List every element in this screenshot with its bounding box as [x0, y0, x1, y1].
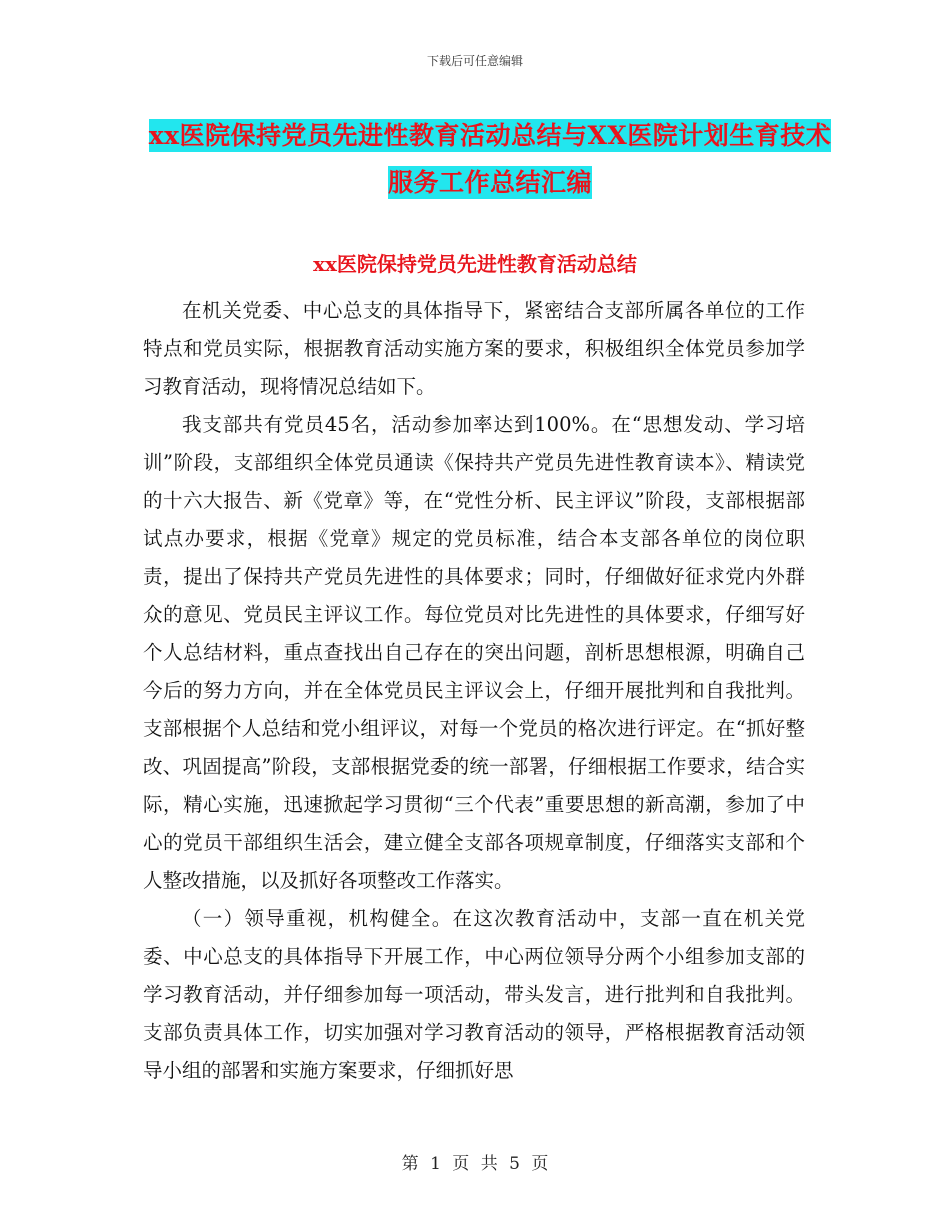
paragraph-leadership: （一）领导重视，机构健全。在这次教育活动中，支部一直在机关党委、中心总支的具体指导下开展工作，中心两位领导分两个小组参加支部的学习教育活动，并仔细参加每一项活动，带头发言，进行批判和自我批判。支部负责具体工作，切实加强对学习教育活动的领导，严格根据教育活动领导小组的部署和实施方案要求，仔细抓好思: [143, 907, 805, 1082]
paragraph-summary: 我支部共有党员45名，活动参加率达到100%。在“思想发动、学习培训”阶段，支部组织全体党员通读《保持共产党员先进性教育读本》、精读党的十六大报告、新《党章》等，在“党性分析、民主评议”阶段，支部根据部试点办要求，根据《党章》规定的党员标准，结合本支部各单位的岗位职责，提出了保持共产党员先进性的具体要求；同时，仔细做好征求党内外群众的意见、党员民主评议工作。每位党员对比先进性的具体要求，仔细写好个人总结材料，重点查找出自己存在的突出问题，剖析思想根源，明确自己今后的努力方向，并在全体党员民主评议会上，仔细开展批判和自我批判。支部根据个人总结和党小组评议，对每一个党员的格次进行评定。在“抓好整改、巩固提高”阶段，支部根据党委的统一部署，仔细根据工作要求，结合实际，精心实施，迅速掀起学习贯彻“三个代表”重要思想的新高潮，参加了中心的党员干部组织生活会，建立健全支部各项规章制度，仔细落实支部和个人整改措施，以及抓好各项整改工作落实。: [143, 413, 805, 892]
section-title: xx医院保持党员先进性教育活动总结: [313, 252, 637, 276]
page-header-note: 下载后可任意编辑: [426, 54, 523, 68]
page-number: 第 1 页 共 5 页: [401, 1154, 549, 1174]
paragraph-intro: 在机关党委、中心总支的具体指导下，紧密结合支部所属各单位的工作特点和党员实际，根据教育活动实施方案的要求，积极组织全体党员参加学习教育活动，现将情况总结如下。: [143, 299, 805, 398]
document-title: [140, 112, 840, 206]
body-text: [143, 292, 805, 1090]
document-title-text: xx医院保持党员先进性教育活动总结与XX医院计划生育技术服务工作总结汇编: [148, 121, 832, 197]
